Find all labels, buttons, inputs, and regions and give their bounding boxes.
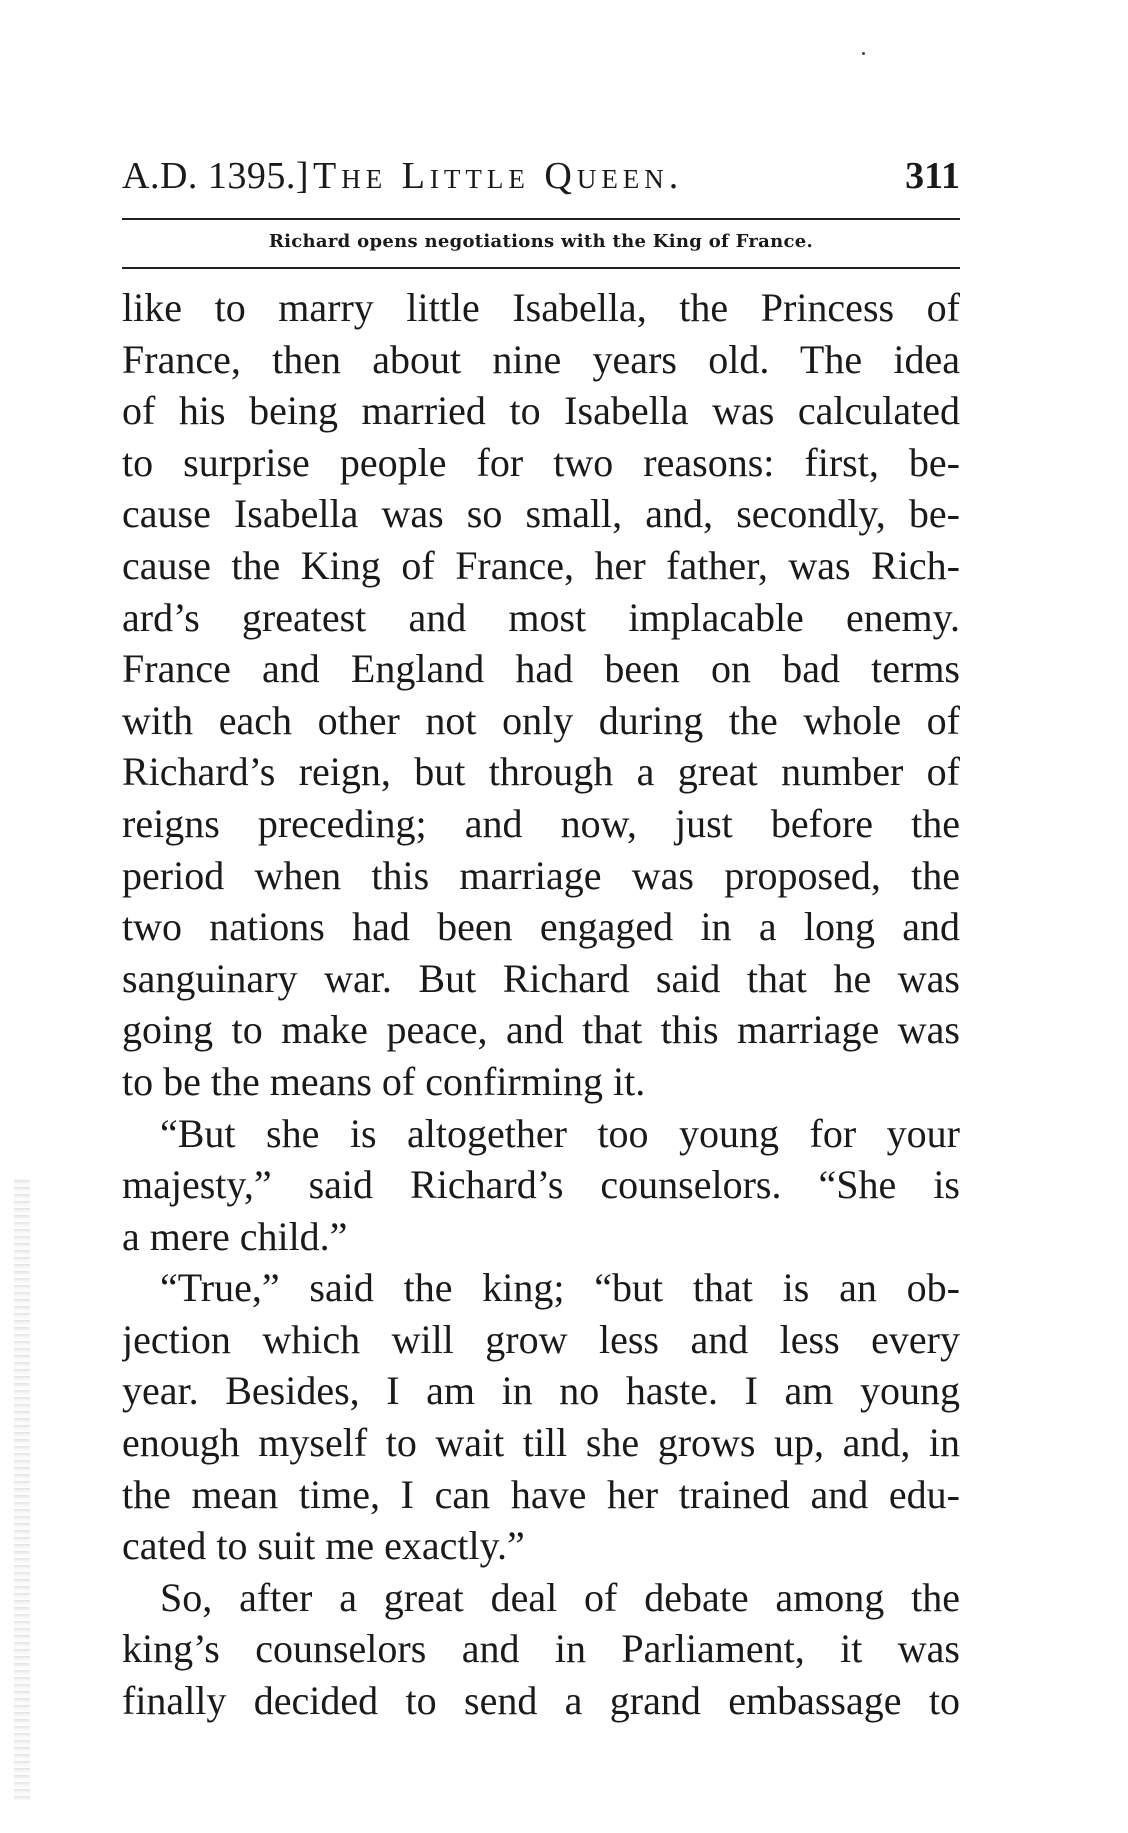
text-line: reigns preceding; and now, just before the <box>122 800 960 846</box>
text-line: period when this marriage was proposed, the <box>122 852 960 898</box>
running-head-title: The Little Queen. <box>313 155 684 197</box>
text-line: to surprise people for two reasons: first, be- <box>122 439 960 485</box>
text-line: to be the means of confirming it. <box>122 1058 646 1104</box>
page-number: 311 <box>905 155 960 197</box>
text-line: like to marry little Isabella, the Princess of <box>122 285 960 330</box>
text-line: ard’s greatest and most implacable enemy. <box>122 594 960 640</box>
text-line: a mere child.” <box>122 1213 348 1259</box>
header-rule-top <box>122 218 960 220</box>
text-line: finally decided to send a grand embassage to <box>122 1678 960 1724</box>
running-head <box>122 154 960 200</box>
text-line: with each other not only during the whole of <box>122 697 960 743</box>
text-line: Richard’s reign, but through a great number of <box>122 749 960 795</box>
text-line: going to make peace, and that this marriage was <box>122 1007 960 1053</box>
text-line: sanguinary war. But Richard said that he was <box>122 955 960 1001</box>
text-line: the mean time, I can have her trained and edu- <box>122 1471 960 1517</box>
gutter-scan-noise <box>14 1180 30 1800</box>
header-rule-bottom <box>122 267 960 269</box>
text-line: “True,” said the king; “but that is an ob- <box>160 1265 960 1311</box>
running-head-date: A.D. 1395.] <box>122 155 310 197</box>
text-line: of his being married to Isabella was calculated <box>122 388 960 434</box>
body-text <box>122 282 960 1727</box>
text-line: enough myself to wait till she grows up, and, in <box>122 1420 960 1466</box>
text-line: two nations had been engaged in a long and <box>122 904 960 950</box>
text-line: king’s counselors and in Parliament, it was <box>122 1626 960 1672</box>
ink-speck <box>862 52 865 55</box>
text-line: “But she is altogether too young for your <box>160 1110 960 1156</box>
text-line: France and England had been on bad terms <box>122 646 960 692</box>
subheading: Richard opens negotiations with the King of France. <box>268 231 814 252</box>
text-line: cause Isabella was so small, and, secondly, be- <box>122 491 960 537</box>
text-line: cause the King of France, her father, was Rich- <box>122 542 960 588</box>
text-line: So, after a great deal of debate among the <box>160 1574 960 1620</box>
text-line: cated to suit me exactly.” <box>122 1523 525 1569</box>
text-line: France, then about nine years old. The idea <box>122 336 960 382</box>
text-line: year. Besides, I am in no haste. I am young <box>122 1368 960 1414</box>
text-line: majesty,” said Richard’s counselors. “She is <box>122 1162 960 1208</box>
text-line: jection which will grow less and less every <box>122 1316 960 1362</box>
